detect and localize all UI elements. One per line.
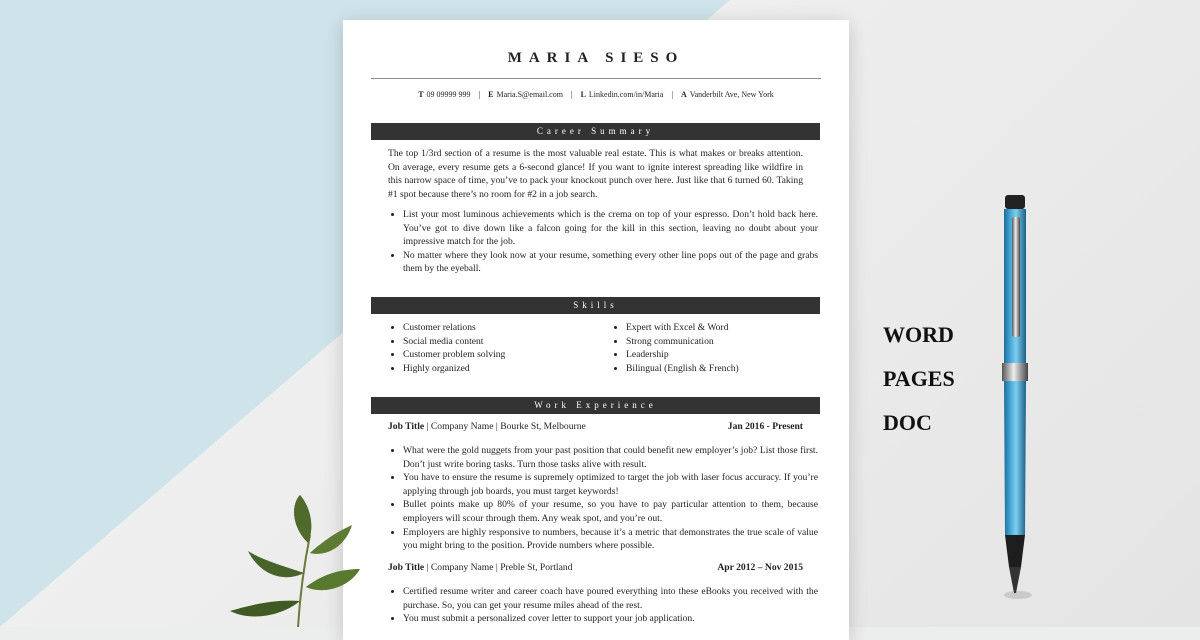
email-value: Maria.S@email.com — [496, 90, 563, 99]
skill-item: • Social media content — [403, 335, 603, 349]
plant-foreground-image — [220, 495, 380, 627]
list-item: • List your most luminous achievements which is the crema on top of your espresso. Don’t hold back here. You’ve got to dive down like a falcon going for the kill in this section, leaving no doubt about your impressive match for the job. — [403, 208, 818, 249]
format-word: WORD — [883, 322, 954, 347]
career-summary-paragraph: The top 1/3rd section of a resume is the most valuable real estate. This is what makes or breaks attention. On average, every resume gets a 6-second glance! If you want to ignite interest spreading like wildfire in this narrow space of time, you’ve to pack your knockout punch over here. Just like that 6 turned 60. Taking #1 spot because there’s no room for #2 in a job search. — [388, 148, 803, 200]
job-1-bullets — [388, 444, 818, 553]
job-details: | Company Name | Bourke St, Melbourne — [424, 421, 586, 432]
contact-separator: | — [570, 90, 573, 99]
format-pages: PAGES — [883, 366, 955, 391]
skills-heading: Skills — [371, 297, 820, 314]
job-dates: Jan 2016 - Present — [727, 421, 803, 432]
skill-item: • Strong communication — [626, 335, 826, 349]
resume-name: MARIA SIESO — [507, 50, 685, 66]
format-doc: DOC — [883, 410, 932, 435]
career-summary-heading: Career Summary — [371, 123, 820, 140]
job-header-2 — [388, 562, 803, 573]
list-item: • No matter where they look now at your resume, something every other line pops out of the page and grabs them by the eyeball. — [403, 249, 818, 276]
skill-item: • Bilingual (English & French) — [626, 362, 826, 376]
list-item: • What were the gold nuggets from your past position that could benefit new employer’s job? List those first. Don’t just write boring tasks. Turn those tasks alive with result. — [403, 444, 818, 471]
list-item: • Certified resume writer and career coach have poured everything into these eBooks you received with the purchase. So, you can get your resume miles ahead of the rest. — [403, 585, 818, 612]
email-label: E — [488, 90, 494, 99]
skills-right-list — [611, 321, 826, 375]
name-divider — [371, 78, 821, 79]
list-item: • Bullet points make up 80% of your resume, so you have to pay particular attention to them, because employers will scour through them. Any weak spot, and you’re out. — [403, 498, 818, 525]
skill-item: • Highly organized — [403, 362, 603, 376]
job-title: Job Title — [388, 421, 425, 432]
linkedin-value: Linkedin.com/in/Maria — [588, 90, 664, 99]
list-item: • You must submit a personalized cover letter to support your job application. — [403, 612, 818, 626]
job-2-bullets — [388, 585, 818, 626]
career-summary-bullets — [388, 208, 818, 276]
skills-left-list — [388, 321, 603, 375]
address-value: Vanderbilt Ave, New York — [689, 90, 774, 99]
list-item: • Employers are highly responsive to numbers, because it’s a metric that demonstrates the true scale of value you might bring to the position. Provide numbers where possible. — [403, 526, 818, 553]
resume-document — [343, 20, 849, 640]
contact-line — [343, 90, 849, 99]
linkedin-label: L — [580, 90, 586, 99]
job-title: Job Title — [388, 562, 425, 573]
job-details: | Company Name | Preble St, Portland — [424, 562, 573, 573]
skill-item: • Customer problem solving — [403, 348, 603, 362]
contact-separator: | — [671, 90, 673, 99]
job-dates: Apr 2012 – Nov 2015 — [717, 562, 803, 573]
job-header-1 — [388, 421, 803, 432]
skill-item: • Customer relations — [403, 321, 603, 335]
contact-separator: | — [478, 90, 481, 99]
pen-image — [985, 195, 1045, 605]
list-item: • You have to ensure the resume is supremely optimized to target the job with laser focus accuracy. If you’re applying through job boards, you must target keywords! — [403, 471, 818, 498]
skill-item: • Expert with Excel & Word — [626, 321, 826, 335]
format-list — [883, 322, 955, 454]
phone-label: T — [418, 90, 424, 99]
phone-value: 09 09999 999 — [426, 90, 471, 99]
skill-item: • Leadership — [626, 348, 826, 362]
work-experience-heading: Work Experience — [371, 397, 820, 414]
address-label: A — [680, 90, 687, 99]
